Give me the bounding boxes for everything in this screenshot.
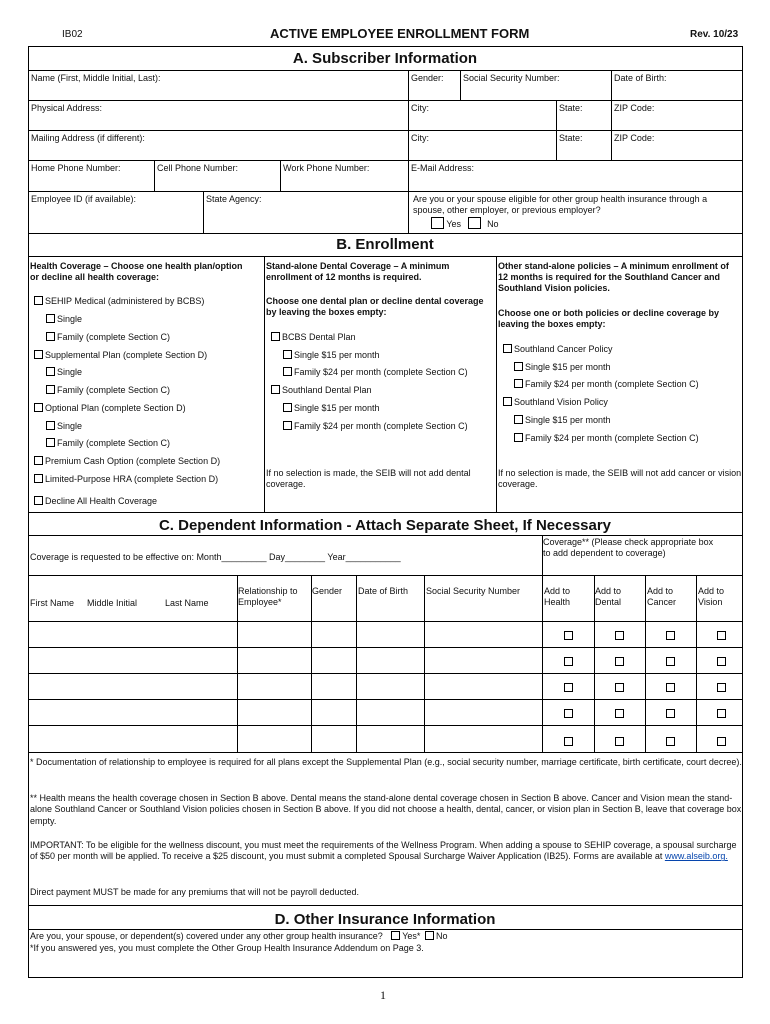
email-label: E-Mail Address: [411, 163, 475, 173]
work-phone-label: Work Phone Number: [283, 163, 370, 173]
southland-dental-single-checkbox[interactable] [283, 403, 292, 412]
section-b-divider-1 [264, 256, 265, 512]
other-choose-instruction: Choose one or both policies or decline coverage by leaving the boxes empty: [498, 308, 720, 329]
sehip-single-option[interactable]: Single [46, 314, 82, 325]
other-insurance-eligibility [408, 191, 743, 234]
optional-plan-option[interactable]: Optional Plan (complete Section D) [34, 403, 186, 414]
bcbs-dental-option[interactable]: BCBS Dental Plan [271, 332, 356, 343]
name-label: Name (First, Middle Initial, Last): [31, 73, 161, 83]
form-title: ACTIVE EMPLOYEE ENROLLMENT FORM [270, 26, 530, 41]
supplemental-single-checkbox[interactable] [46, 367, 55, 376]
decline-health-option[interactable]: Decline All Health Coverage [34, 496, 157, 507]
cancer-family-option[interactable]: Family $24 per month (complete Section C) [514, 379, 699, 390]
table-row[interactable] [28, 699, 743, 725]
col-middle-initial: Middle Initial [87, 598, 138, 608]
relationship-note: * Documentation of relationship to employee is required for all plans except the Supplemental Plan (e.g., social security number, marriage certificate, birth certificate, court decree). [30, 757, 742, 767]
optional-plan-checkbox[interactable] [34, 403, 43, 412]
section-d-top-rule [28, 905, 743, 906]
add-to-cancer-checkbox[interactable] [666, 631, 675, 640]
employee-id-field[interactable] [28, 191, 204, 234]
southland-cancer-checkbox[interactable] [503, 344, 512, 353]
supplemental-family-checkbox[interactable] [46, 385, 55, 394]
premium-cash-checkbox[interactable] [34, 456, 43, 465]
add-to-vision-checkbox[interactable] [717, 631, 726, 640]
add-to-cancer-checkbox[interactable] [666, 683, 675, 692]
mailing-city-label: City: [411, 133, 429, 143]
vision-family-checkbox[interactable] [514, 433, 523, 442]
eligibility-no-label: No [487, 218, 499, 229]
add-to-dental-checkbox[interactable] [615, 709, 624, 718]
section-d-title-rule [28, 929, 743, 930]
section-c-title-rule [28, 535, 743, 536]
decline-health-checkbox[interactable] [34, 496, 43, 505]
physical-address-label: Physical Address: [31, 103, 103, 113]
add-to-vision-checkbox[interactable] [717, 657, 726, 666]
bcbs-dental-single-option[interactable]: Single $15 per month [283, 350, 380, 361]
cancer-single-option[interactable]: Single $15 per month [514, 362, 611, 373]
wellness-note-text: IMPORTANT: To be eligible for the wellness discount, you must meet the requirements of the Wellness Program. When adding a spouse to SEHIP coverage, a spousal surcharge of $50 per month will be applied. To receive a $25 discount, you must submit a completed Spousal Surcharge Waiver Application (IB25). Forms are available at [30, 840, 737, 862]
southland-dental-family-option[interactable]: Family $24 per month (complete Section C) [283, 421, 468, 432]
add-to-health-checkbox[interactable] [564, 657, 573, 666]
sehip-family-checkbox[interactable] [46, 332, 55, 341]
mailing-address-field[interactable] [28, 130, 409, 161]
section-b-divider-2 [496, 256, 497, 512]
col-add-cancer: Add to Cancer [647, 586, 677, 607]
cancer-single-checkbox[interactable] [514, 362, 523, 371]
effective-date-line[interactable]: Coverage is requested to be effective on: Month_________ Day________ Year___________ [30, 552, 401, 562]
city-label: City: [411, 103, 429, 113]
dental-choose-instruction: Choose one dental plan or decline dental coverage by leaving the boxes empty: [266, 296, 484, 317]
bcbs-dental-checkbox[interactable] [271, 332, 280, 341]
wellness-note [30, 840, 742, 863]
mailing-city-field[interactable] [408, 130, 557, 161]
gender-field[interactable] [408, 70, 461, 101]
southland-dental-checkbox[interactable] [271, 385, 280, 394]
add-to-health-checkbox[interactable] [564, 709, 573, 718]
ssn-label: Social Security Number: [463, 73, 560, 83]
state-agency-field[interactable] [203, 191, 409, 234]
zip-label: ZIP Code: [614, 103, 655, 113]
section-b-title: B. Enrollment [336, 236, 434, 253]
col-add-vision: Add to Vision [698, 586, 725, 607]
dob-label: Date of Birth: [614, 73, 667, 83]
other-insurance-question: Are you or your spouse eligible for other group health insurance through a spouse, other employer, or previous employer? [413, 194, 708, 215]
eligibility-no-checkbox[interactable] [468, 217, 481, 229]
premium-cash-option[interactable]: Premium Cash Option (complete Section D) [34, 456, 220, 467]
optional-single-option[interactable]: Single [46, 421, 82, 432]
eligibility-yes-checkbox[interactable] [431, 217, 444, 229]
southland-cancer-option[interactable]: Southland Cancer Policy [503, 344, 613, 355]
col-add-health: Add to Health [544, 586, 571, 607]
add-to-vision-checkbox[interactable] [717, 683, 726, 692]
coverage-note: Coverage** (Please check appropriate box to add dependent to coverage) [543, 537, 714, 558]
bcbs-dental-single-checkbox[interactable] [283, 350, 292, 359]
supplemental-plan-checkbox[interactable] [34, 350, 43, 359]
email-field[interactable] [408, 160, 743, 192]
dependent-table [28, 575, 743, 753]
add-to-cancer-checkbox[interactable] [666, 657, 675, 666]
col-relationship: Relationship to Employee* [238, 586, 298, 607]
state-label: State: [559, 103, 583, 113]
form-revision: Rev. 10/23 [690, 29, 739, 40]
other-insurance-question-text: Are you, your spouse, or dependent(s) covered under any other group health insurance? [30, 931, 383, 941]
add-to-vision-checkbox[interactable] [717, 709, 726, 718]
home-phone-field[interactable] [28, 160, 155, 192]
other-insurance-yes-label: Yes* [402, 931, 421, 941]
section-c-top-rule [28, 512, 743, 513]
table-row[interactable] [28, 621, 743, 647]
table-row[interactable] [28, 725, 743, 753]
add-to-cancer-checkbox[interactable] [666, 737, 675, 746]
col-dob: Date of Birth [358, 586, 409, 596]
section-a-title: A. Subscriber Information [292, 50, 478, 67]
city-field[interactable] [408, 100, 557, 131]
dental-coverage-heading: Stand-alone Dental Coverage – A minimum enrollment of 12 months is required. [266, 261, 450, 282]
ssn-field[interactable] [460, 70, 612, 101]
direct-payment-note: Direct payment MUST be made for any premiums that will not be payroll deducted. [30, 887, 359, 897]
add-to-dental-checkbox[interactable] [615, 657, 624, 666]
table-row[interactable] [28, 673, 743, 699]
state-field[interactable] [556, 100, 612, 131]
supplemental-family-option[interactable]: Family (complete Section C) [46, 385, 170, 396]
add-to-dental-checkbox[interactable] [615, 631, 624, 640]
other-no-selection-note: If no selection is made, the SEIB will not add cancer or vision coverage. [498, 468, 742, 489]
supplemental-plan-option[interactable]: Supplemental Plan (complete Section D) [34, 350, 207, 361]
other-policies-heading: Other stand-alone policies – A minimum enrollment of 12 months is required for the Southland Cancer and Southland Vision policies. [498, 261, 729, 293]
add-to-health-checkbox[interactable] [564, 737, 573, 746]
sehip-medical-checkbox[interactable] [34, 296, 43, 305]
section-d-title: D. Other Insurance Information [274, 911, 496, 928]
coverage-divider [542, 535, 543, 575]
mailing-state-field[interactable] [556, 130, 612, 161]
other-insurance-question [30, 931, 447, 942]
optional-single-checkbox[interactable] [46, 421, 55, 430]
section-c-title: C. Dependent Information - Attach Separate Sheet, If Necessary [158, 517, 612, 534]
col-last-name: Last Name [165, 598, 209, 608]
section-b-top-rule [28, 256, 743, 257]
add-to-dental-checkbox[interactable] [615, 683, 624, 692]
add-to-dental-checkbox[interactable] [615, 737, 624, 746]
cancer-family-checkbox[interactable] [514, 379, 523, 388]
employee-id-label: Employee ID (if available): [31, 194, 137, 204]
alseib-link[interactable]: www.alseib.org. [664, 851, 728, 862]
col-gender: Gender [312, 586, 343, 596]
hra-checkbox[interactable] [34, 474, 43, 483]
add-to-health-checkbox[interactable] [564, 631, 573, 640]
mailing-zip-field[interactable] [611, 130, 743, 161]
table-row[interactable] [28, 647, 743, 673]
zip-field[interactable] [611, 100, 743, 131]
vision-family-option[interactable]: Family $24 per month (complete Section C) [514, 433, 699, 444]
col-ssn: Social Security Number [426, 586, 521, 596]
sehip-family-option[interactable]: Family (complete Section C) [46, 332, 170, 343]
eligibility-yes-label: Yes [446, 218, 462, 229]
other-insurance-no-label: No [435, 931, 448, 941]
other-insurance-no-checkbox[interactable] [425, 931, 434, 940]
sehip-single-checkbox[interactable] [46, 314, 55, 323]
southland-vision-option[interactable]: Southland Vision Policy [503, 397, 608, 408]
add-to-health-checkbox[interactable] [564, 683, 573, 692]
page-number: 1 [380, 988, 386, 1002]
dental-no-selection-note: If no selection is made, the SEIB will not add dental coverage. [266, 468, 471, 489]
dob-field[interactable] [611, 70, 743, 101]
addendum-note: *If you answered yes, you must complete the Other Group Health Insurance Addendum on Page 3. [30, 943, 424, 953]
mailing-address-label: Mailing Address (if different): [31, 133, 145, 143]
col-add-dental: Add to Dental [595, 586, 622, 607]
vision-single-option[interactable]: Single $15 per month [514, 415, 611, 426]
optional-family-checkbox[interactable] [46, 438, 55, 447]
hra-option[interactable]: Limited-Purpose HRA (complete Section D) [34, 474, 218, 485]
physical-address-field[interactable] [28, 100, 409, 131]
vision-single-checkbox[interactable] [514, 415, 523, 424]
coverage-definition-note: ** Health means the health coverage chosen in Section B above. Dental means the stand-alone dental coverage chosen in Section B above. Cancer and Vision mean the stand-alone Southland Cancer or Southland Vision policies chosen in Section B above. If you did not choose a health, dental, cancer, or vision plan in Section B, leave that coverage box empty. [30, 793, 742, 826]
cell-phone-field[interactable] [154, 160, 281, 192]
cell-phone-label: Cell Phone Number: [157, 163, 239, 173]
southland-dental-single-option[interactable]: Single $15 per month [283, 403, 380, 414]
home-phone-label: Home Phone Number: [31, 163, 121, 173]
form-id: IB02 [62, 29, 83, 40]
southland-dental-family-checkbox[interactable] [283, 421, 292, 430]
health-coverage-heading: Health Coverage – Choose one health plan/option or decline all health coverage: [30, 261, 243, 282]
supplemental-single-option[interactable]: Single [46, 367, 82, 378]
add-to-cancer-checkbox[interactable] [666, 709, 675, 718]
gender-label: Gender: [411, 73, 444, 83]
southland-vision-checkbox[interactable] [503, 397, 512, 406]
work-phone-field[interactable] [280, 160, 409, 192]
southland-dental-option[interactable]: Southland Dental Plan [271, 385, 372, 396]
state-agency-label: State Agency: [206, 194, 262, 204]
bcbs-dental-family-option[interactable]: Family $24 per month (complete Section C) [283, 367, 468, 378]
bcbs-dental-family-checkbox[interactable] [283, 367, 292, 376]
optional-family-option[interactable]: Family (complete Section C) [46, 438, 170, 449]
other-insurance-yes-checkbox[interactable] [391, 931, 400, 940]
sehip-medical-option[interactable]: SEHIP Medical (administered by BCBS) [34, 296, 204, 307]
name-field[interactable] [28, 70, 409, 101]
mailing-state-label: State: [559, 133, 583, 143]
col-first-name: First Name [30, 598, 75, 608]
add-to-vision-checkbox[interactable] [717, 737, 726, 746]
mailing-zip-label: ZIP Code: [614, 133, 655, 143]
